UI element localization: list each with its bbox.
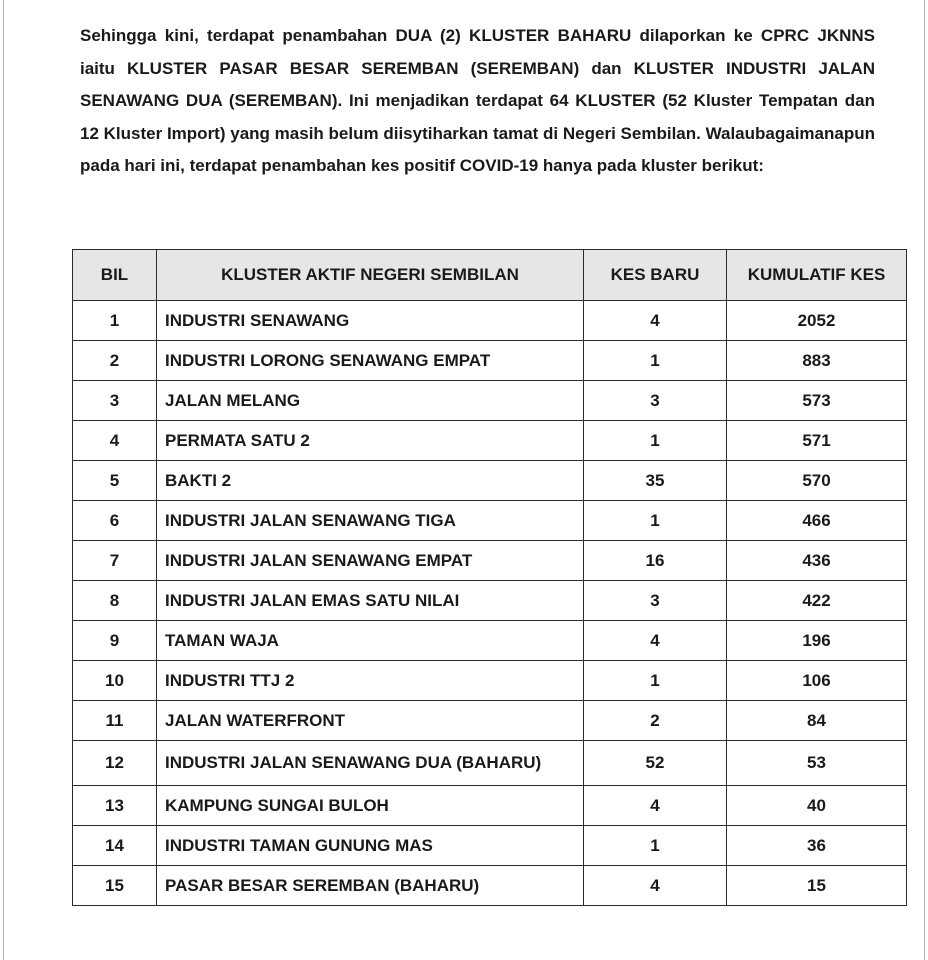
cluster-name-cell: PASAR BESAR SEREMBAN (BAHARU) (157, 866, 584, 906)
new-cases-cell: 4 (584, 866, 727, 906)
cumulative-cell: 2052 (727, 301, 907, 341)
header-cluster: KLUSTER AKTIF NEGERI SEMBILAN (157, 250, 584, 301)
cluster-table (72, 249, 907, 906)
header-new-cases: KES BARU (584, 250, 727, 301)
cluster-name-cell: INDUSTRI JALAN SENAWANG EMPAT (157, 541, 584, 581)
bil-cell: 4 (73, 421, 157, 461)
new-cases-cell: 1 (584, 661, 727, 701)
bil-cell: 11 (73, 701, 157, 741)
table-row (73, 461, 907, 501)
table-row (73, 341, 907, 381)
table-row (73, 866, 907, 906)
bil-cell: 15 (73, 866, 157, 906)
cluster-name-cell: INDUSTRI JALAN SENAWANG DUA (BAHARU) (157, 741, 584, 786)
new-cases-cell: 3 (584, 381, 727, 421)
new-cases-cell: 4 (584, 786, 727, 826)
cluster-name-cell: KAMPUNG SUNGAI BULOH (157, 786, 584, 826)
table-row (73, 421, 907, 461)
cumulative-cell: 436 (727, 541, 907, 581)
new-cases-cell: 1 (584, 341, 727, 381)
cumulative-cell: 106 (727, 661, 907, 701)
new-cases-cell: 52 (584, 741, 727, 786)
intro-paragraph: Sehingga kini, terdapat penambahan DUA (2) KLUSTER BAHARU dilaporkan ke CPRC JKNNS iaitu KLUSTER PASAR BESAR SEREMBAN (SEREMBAN) dan KLUSTER INDUSTRI JALAN SENAWANG DUA (SEREMBAN). Ini menjadikan terdapat 64 KLUSTER (52 Kluster Tempatan dan 12 Kluster Import) yang masih belum diisytiharkan tamat di Negeri Sembilan. Walaubagaimanapun pada hari ini, terdapat penambahan kes positif COVID-19 hanya pada kluster berikut: (80, 26, 875, 176)
new-cases-cell: 3 (584, 581, 727, 621)
bil-cell: 3 (73, 381, 157, 421)
cumulative-cell: 84 (727, 701, 907, 741)
cluster-name-cell: INDUSTRI TAMAN GUNUNG MAS (157, 826, 584, 866)
cumulative-cell: 15 (727, 866, 907, 906)
new-cases-cell: 4 (584, 621, 727, 661)
table-row (73, 541, 907, 581)
page-edge-left (3, 0, 4, 960)
new-cases-cell: 1 (584, 826, 727, 866)
new-cases-cell: 1 (584, 501, 727, 541)
cumulative-cell: 36 (727, 826, 907, 866)
table-body (73, 301, 907, 906)
table-row (73, 826, 907, 866)
bil-cell: 10 (73, 661, 157, 701)
cluster-name-cell: INDUSTRI TTJ 2 (157, 661, 584, 701)
cumulative-cell: 571 (727, 421, 907, 461)
table-row (73, 381, 907, 421)
cluster-name-cell: JALAN WATERFRONT (157, 701, 584, 741)
cumulative-cell: 466 (727, 501, 907, 541)
header-cumulative: KUMULATIF KES (727, 250, 907, 301)
cluster-name-cell: INDUSTRI JALAN EMAS SATU NILAI (157, 581, 584, 621)
header-bil: BIL (73, 250, 157, 301)
bil-cell: 1 (73, 301, 157, 341)
table-row (73, 661, 907, 701)
cluster-name-cell: INDUSTRI JALAN SENAWANG TIGA (157, 501, 584, 541)
table-row (73, 741, 907, 786)
cumulative-cell: 196 (727, 621, 907, 661)
bil-cell: 12 (73, 741, 157, 786)
page-edge-right (924, 0, 925, 960)
bil-cell: 2 (73, 341, 157, 381)
new-cases-cell: 16 (584, 541, 727, 581)
bil-cell: 9 (73, 621, 157, 661)
cumulative-cell: 422 (727, 581, 907, 621)
cumulative-cell: 570 (727, 461, 907, 501)
new-cases-cell: 1 (584, 421, 727, 461)
cluster-name-cell: INDUSTRI SENAWANG (157, 301, 584, 341)
table-row (73, 581, 907, 621)
table-header-row (73, 250, 907, 301)
new-cases-cell: 2 (584, 701, 727, 741)
bil-cell: 7 (73, 541, 157, 581)
cluster-name-cell: INDUSTRI LORONG SENAWANG EMPAT (157, 341, 584, 381)
bil-cell: 5 (73, 461, 157, 501)
bil-cell: 14 (73, 826, 157, 866)
new-cases-cell: 35 (584, 461, 727, 501)
table-row (73, 301, 907, 341)
table-header (73, 250, 907, 301)
bil-cell: 13 (73, 786, 157, 826)
cluster-name-cell: JALAN MELANG (157, 381, 584, 421)
table-row (73, 786, 907, 826)
bil-cell: 6 (73, 501, 157, 541)
table-row (73, 701, 907, 741)
cluster-name-cell: BAKTI 2 (157, 461, 584, 501)
cumulative-cell: 573 (727, 381, 907, 421)
cumulative-cell: 53 (727, 741, 907, 786)
table-row (73, 621, 907, 661)
cumulative-cell: 883 (727, 341, 907, 381)
cluster-name-cell: TAMAN WAJA (157, 621, 584, 661)
cumulative-cell: 40 (727, 786, 907, 826)
new-cases-cell: 4 (584, 301, 727, 341)
bil-cell: 8 (73, 581, 157, 621)
table-row (73, 501, 907, 541)
cluster-name-cell: PERMATA SATU 2 (157, 421, 584, 461)
